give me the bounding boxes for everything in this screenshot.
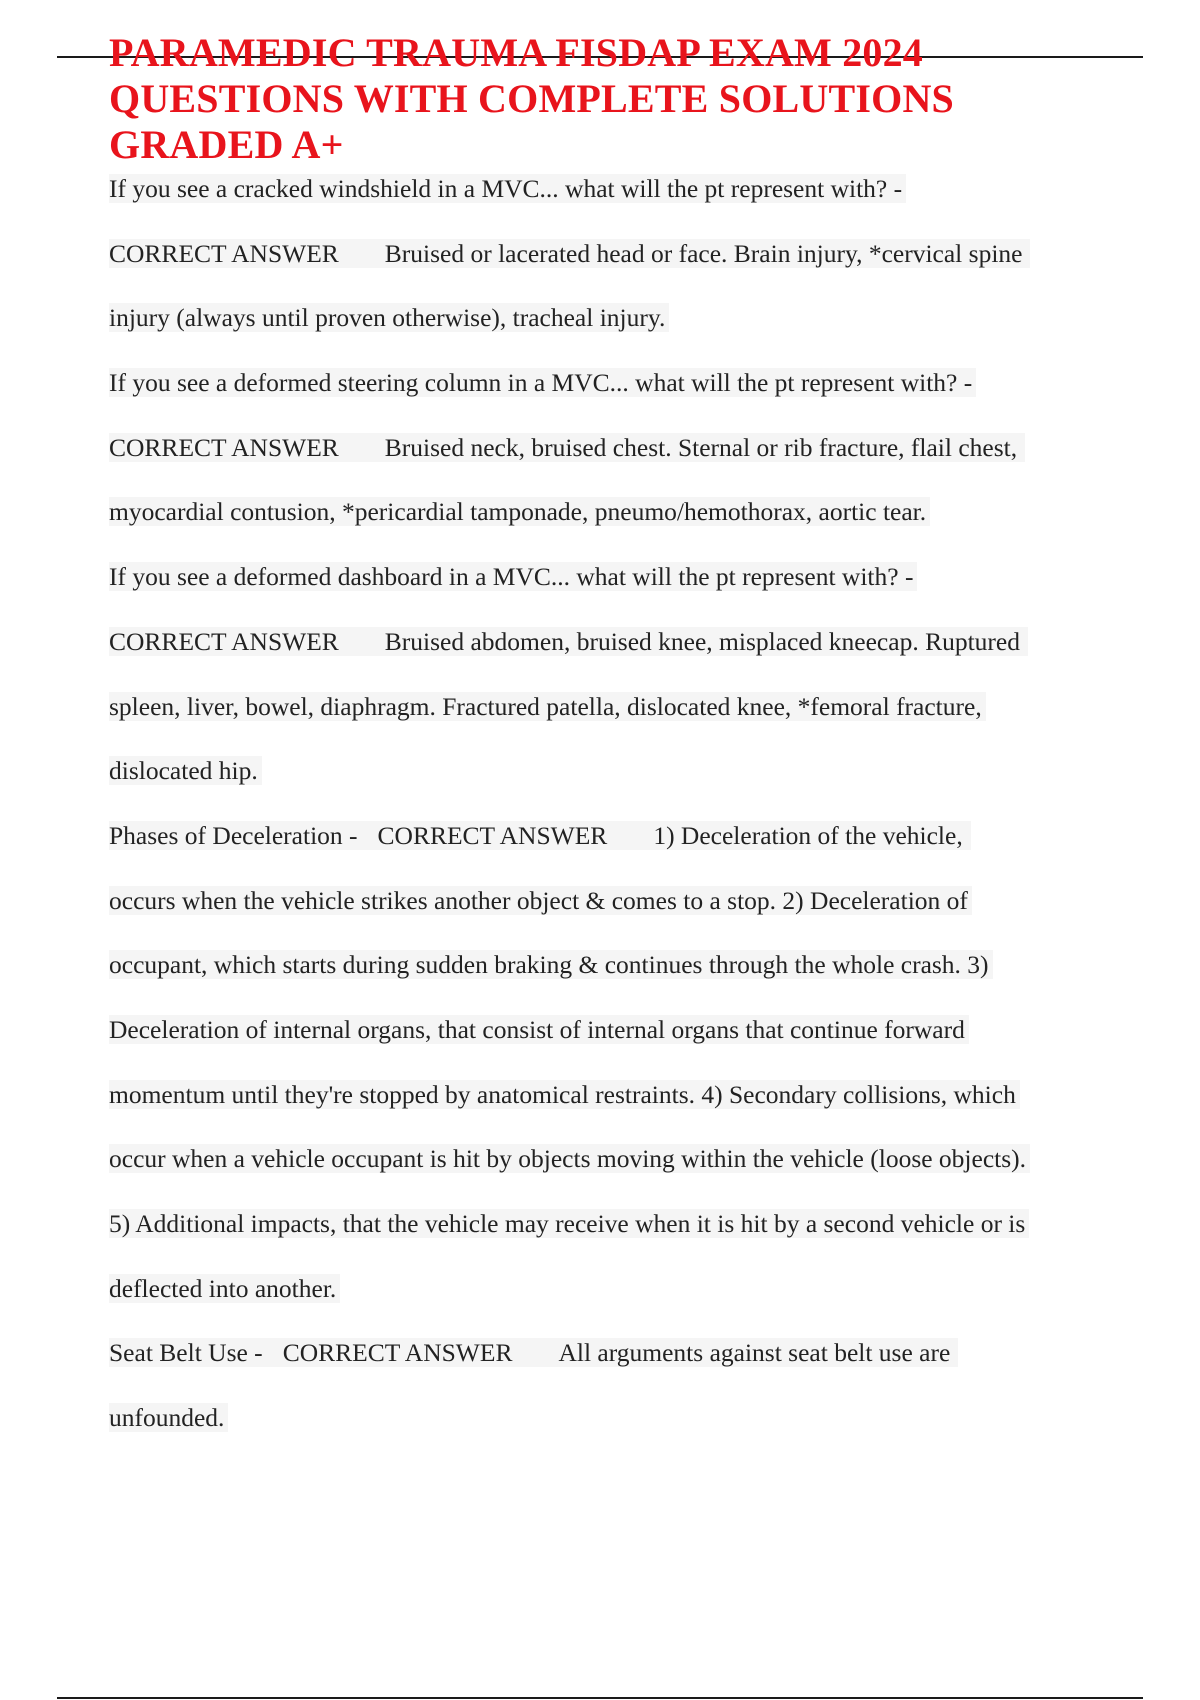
answer-text: 1) Deceleration of the vehicle, xyxy=(653,821,966,850)
answer-text: 5) Additional impacts, that the vehicle may receive when it is hit by a second vehicle or is xyxy=(109,1209,1029,1238)
question-text: If you see a deformed dashboard in a MVC... what will the pt represent with? - xyxy=(109,562,917,591)
title-line-1: PARAMEDIC TRAUMA FISDAP EXAM 2024 xyxy=(109,30,924,75)
answer-text: unfounded. xyxy=(109,1403,228,1432)
answer-line xyxy=(109,1398,1139,1463)
answer-text: spleen, liver, bowel, diaphragm. Fractured patella, dislocated knee, *femoral fracture, xyxy=(109,692,986,721)
question-text: If you see a deformed steering column in a MVC... what will the pt represent with? - xyxy=(109,368,976,397)
answer-line xyxy=(109,234,1139,299)
answer-line xyxy=(109,1075,1139,1140)
title-line-3: GRADED A+ xyxy=(109,122,344,167)
answer-line xyxy=(109,751,1139,816)
answer-label: CORRECT ANSWER xyxy=(378,821,612,850)
footer-rule xyxy=(57,1697,1143,1699)
answer-line xyxy=(109,1139,1139,1204)
answer-label: CORRECT ANSWER xyxy=(283,1338,517,1367)
question-text: Seat Belt Use - xyxy=(109,1338,267,1367)
answer-label: CORRECT ANSWER xyxy=(109,239,343,268)
answer-line xyxy=(109,687,1139,752)
answer-line xyxy=(109,428,1139,493)
answer-text: Bruised abdomen, bruised knee, misplaced kneecap. Ruptured xyxy=(385,627,1024,656)
answer-line xyxy=(109,622,1139,687)
question-text: If you see a cracked windshield in a MVC... what will the pt represent with? - xyxy=(109,174,906,203)
answer-line xyxy=(109,298,1139,363)
document-body xyxy=(109,169,1139,1463)
answer-line xyxy=(109,945,1139,1010)
answer-label: CORRECT ANSWER xyxy=(109,433,343,462)
answer-line xyxy=(109,881,1139,946)
answer-text: Bruised or lacerated head or face. Brain injury, *cervical spine xyxy=(385,239,1027,268)
question-line xyxy=(109,816,1139,881)
answer-text: occurs when the vehicle strikes another object & comes to a stop. 2) Deceleration of xyxy=(109,886,972,915)
answer-line xyxy=(109,1204,1139,1269)
question-text: Phases of Deceleration - xyxy=(109,821,362,850)
answer-text: myocardial contusion, *pericardial tamponade, pneumo/hemothorax, aortic tear. xyxy=(109,497,930,526)
title-line-2: QUESTIONS WITH COMPLETE SOLUTIONS xyxy=(109,76,954,121)
question-line xyxy=(109,557,1139,622)
answer-text: injury (always until proven otherwise), tracheal injury. xyxy=(109,303,669,332)
answer-text: momentum until they're stopped by anatomical restraints. 4) Secondary collisions, which xyxy=(109,1080,1020,1109)
answer-line xyxy=(109,1010,1139,1075)
answer-text: dislocated hip. xyxy=(109,756,262,785)
answer-text: Bruised neck, bruised chest. Sternal or rib fracture, flail chest, xyxy=(385,433,1021,462)
document-title xyxy=(109,30,1109,168)
answer-text: occupant, which starts during sudden braking & continues through the whole crash. 3) xyxy=(109,950,993,979)
answer-line xyxy=(109,492,1139,557)
answer-text: deflected into another. xyxy=(109,1274,340,1303)
answer-label: CORRECT ANSWER xyxy=(109,627,343,656)
answer-text: occur when a vehicle occupant is hit by objects moving within the vehicle (loose objects). xyxy=(109,1144,1030,1173)
question-line xyxy=(109,169,1139,234)
question-line xyxy=(109,363,1139,428)
question-line xyxy=(109,1333,1139,1398)
answer-line xyxy=(109,1269,1139,1334)
answer-text: Deceleration of internal organs, that consist of internal organs that continue forward xyxy=(109,1015,969,1044)
answer-text: All arguments against seat belt use are xyxy=(558,1338,954,1367)
